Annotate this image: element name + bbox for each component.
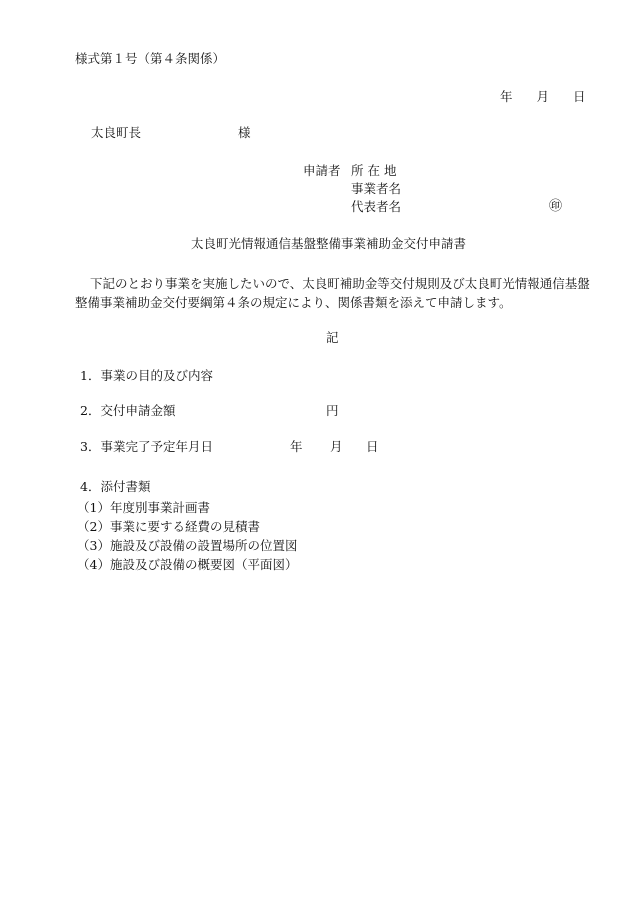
date-month: 月 bbox=[536, 89, 550, 104]
body-paragraph bbox=[75, 274, 595, 312]
attachment-item: （1）年度別事業計画書 bbox=[77, 500, 210, 515]
date-line bbox=[500, 91, 586, 104]
attachment-item: （4）施設及び設備の概要図（平面図） bbox=[77, 557, 298, 572]
document-title: 太良町光情報通信基盤整備事業補助金交付申請書 bbox=[191, 236, 467, 251]
representative-label: 代表者名 bbox=[351, 199, 402, 214]
attachment-list bbox=[77, 498, 297, 574]
date-year: 年 bbox=[500, 89, 513, 104]
item-completion-day: 日 bbox=[366, 439, 379, 454]
item-completion-year: 年 bbox=[290, 439, 303, 454]
body-line-1: 下記のとおり事業を実施したいので、太良町補助金等交付規則及び太良町光情報通信基盤 bbox=[90, 276, 590, 291]
item-completion-month: 月 bbox=[330, 439, 343, 454]
ki-heading: 記 bbox=[326, 330, 339, 345]
item-attachments: 4．添付書類 bbox=[80, 479, 151, 494]
item-amount-unit: 円 bbox=[326, 403, 339, 418]
attachment-item: （3）施設及び設備の設置場所の位置図 bbox=[77, 538, 298, 553]
address-label: 所 在 地 bbox=[351, 163, 397, 178]
item-amount: 2．交付申請金額 bbox=[80, 403, 176, 418]
business-name-label: 事業者名 bbox=[351, 181, 402, 196]
addressee-honorific: 様 bbox=[238, 125, 251, 140]
item-completion-date: 3．事業完了予定年月日 bbox=[80, 439, 213, 454]
date-day: 日 bbox=[573, 89, 586, 104]
form-number: 様式第１号（第４条関係） bbox=[75, 51, 226, 66]
addressee-name: 太良町長 bbox=[91, 125, 142, 140]
attachment-item: （2）事業に要する経費の見積書 bbox=[77, 519, 260, 534]
seal-mark: ㊞ bbox=[549, 199, 563, 214]
applicant-label: 申請者 bbox=[303, 163, 341, 178]
item-purpose: 1．事業の目的及び内容 bbox=[80, 368, 213, 383]
body-line-2: 整備事業補助金交付要綱第４条の規定により、関係書類を添えて申請します。 bbox=[75, 295, 512, 310]
